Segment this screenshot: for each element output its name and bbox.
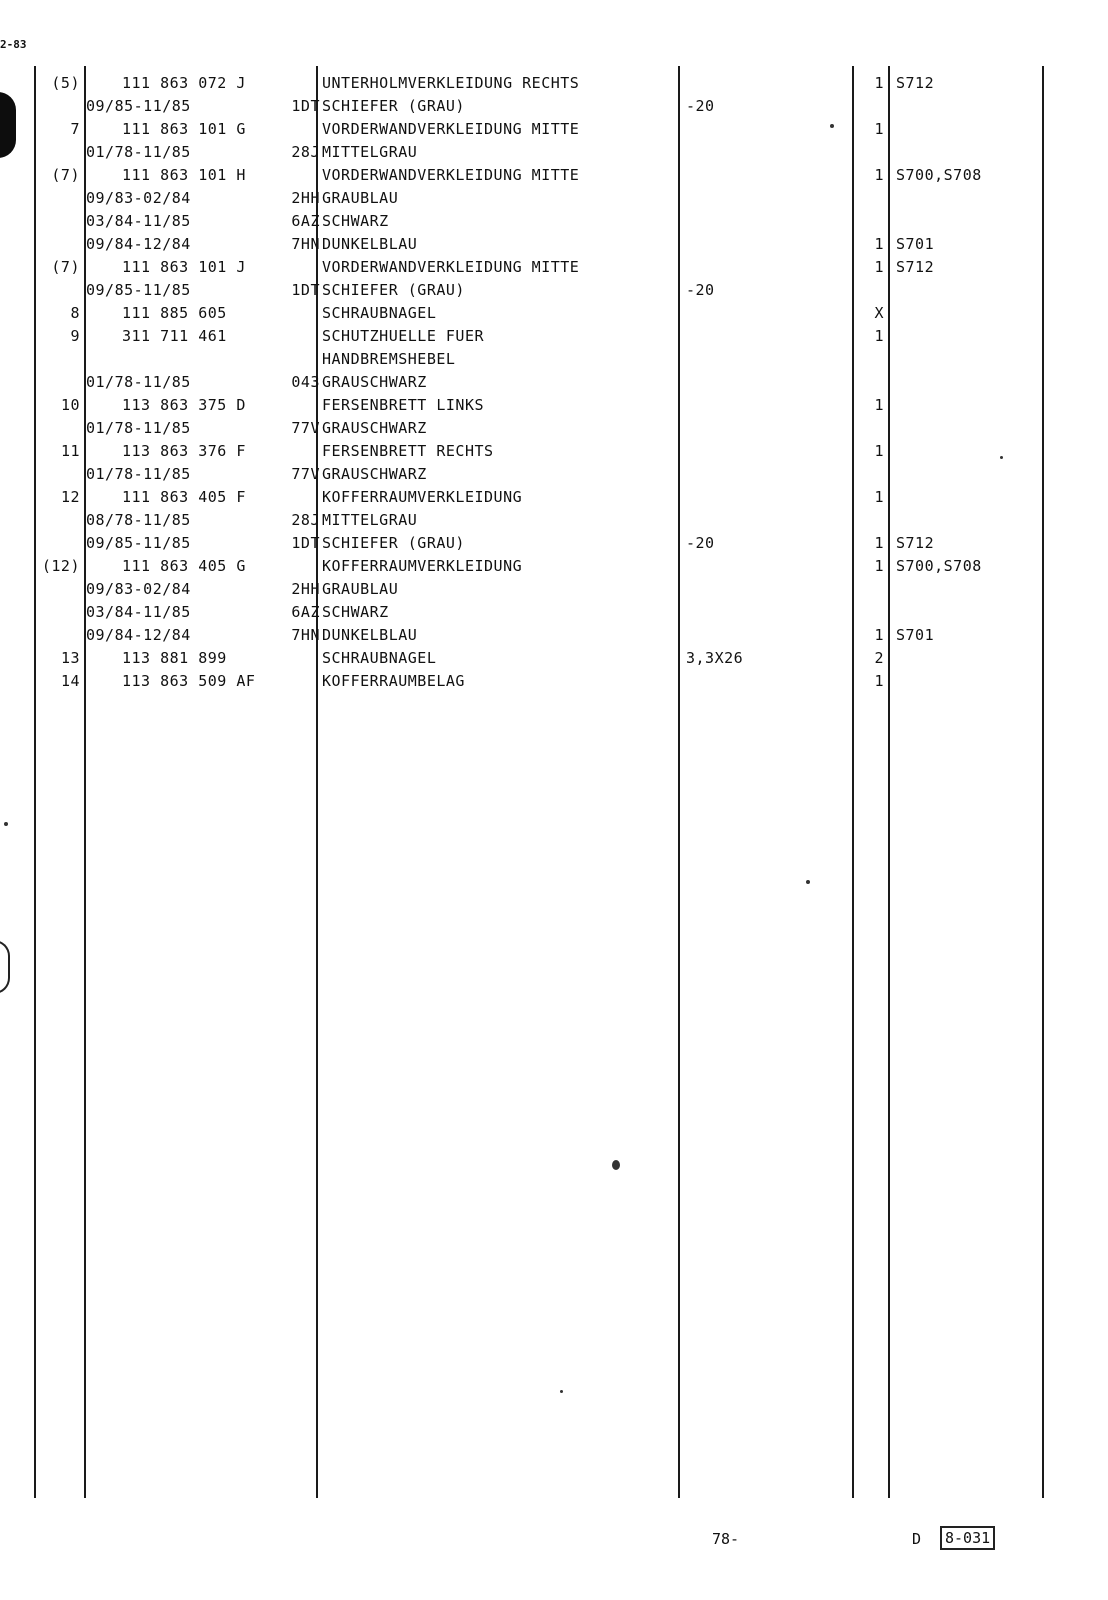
quantity: X	[874, 304, 884, 322]
table-row	[0, 120, 1108, 143]
description: SCHIEFER (GRAU)	[322, 281, 465, 299]
part-number: 113 863 375 D	[122, 396, 246, 414]
quantity: 1	[874, 488, 884, 506]
description: KOFFERRAUMVERKLEIDUNG	[322, 557, 523, 575]
part-number: 113 881 899	[122, 649, 227, 667]
color-code: 6AZ	[291, 603, 320, 621]
quantity: 1	[874, 442, 884, 460]
color-code: 2HH	[291, 189, 320, 207]
date-range: 09/83-02/84	[86, 580, 191, 598]
specification: -20	[686, 281, 715, 299]
description: GRAUSCHWARZ	[322, 465, 427, 483]
color-code: 77V	[291, 465, 320, 483]
table-row	[0, 166, 1108, 189]
remark: S701	[896, 626, 935, 644]
date-range: 03/84-11/85	[86, 212, 191, 230]
item-number: 8	[70, 304, 80, 322]
table-row	[0, 672, 1108, 695]
scan-speck	[1000, 456, 1003, 459]
description: KOFFERRAUMVERKLEIDUNG	[322, 488, 523, 506]
scan-speck	[830, 124, 834, 128]
description: MITTELGRAU	[322, 143, 418, 161]
scan-speck	[806, 880, 810, 884]
color-code: 043	[291, 373, 320, 391]
part-number: 111 863 101 J	[122, 258, 246, 276]
margin-bracket-mark	[0, 940, 10, 994]
description: SCHIEFER (GRAU)	[322, 97, 465, 115]
table-row	[0, 74, 1108, 97]
description: UNTERHOLMVERKLEIDUNG RECHTS	[322, 74, 580, 92]
page-number: 78-	[712, 1530, 740, 1548]
table-row	[0, 626, 1108, 649]
part-number: 111 863 405 G	[122, 557, 246, 575]
table-row	[0, 189, 1108, 212]
date-range: 09/83-02/84	[86, 189, 191, 207]
item-number: 12	[60, 488, 80, 506]
specification: -20	[686, 97, 715, 115]
table-row	[0, 212, 1108, 235]
item-number: (7)	[51, 258, 80, 276]
corner-label: 2-83	[0, 38, 27, 51]
section-letter: D	[912, 1530, 922, 1548]
scan-speck	[560, 1390, 563, 1393]
quantity: 1	[874, 396, 884, 414]
part-number: 113 863 376 F	[122, 442, 246, 460]
color-code: 1DT	[291, 281, 320, 299]
description: VORDERWANDVERKLEIDUNG MITTE	[322, 258, 580, 276]
specification: 3,3X26	[686, 649, 744, 667]
color-code: 28J	[291, 511, 320, 529]
description: SCHIEFER (GRAU)	[322, 534, 465, 552]
item-number: (12)	[41, 557, 80, 575]
quantity: 1	[874, 235, 884, 253]
color-code: 28J	[291, 143, 320, 161]
table-row	[0, 396, 1108, 419]
description: VORDERWANDVERKLEIDUNG MITTE	[322, 166, 580, 184]
specification: -20	[686, 534, 715, 552]
item-number: 10	[60, 396, 80, 414]
item-number: 7	[70, 120, 80, 138]
quantity: 2	[874, 649, 884, 667]
description: VORDERWANDVERKLEIDUNG MITTE	[322, 120, 580, 138]
table-row	[0, 649, 1108, 672]
description: SCHRAUBNAGEL	[322, 649, 437, 667]
table-row	[0, 534, 1108, 557]
quantity: 1	[874, 534, 884, 552]
quantity: 1	[874, 626, 884, 644]
date-range: 09/84-12/84	[86, 626, 191, 644]
remark: S700,S708	[896, 166, 982, 184]
color-code: 1DT	[291, 534, 320, 552]
part-number: 111 863 101 G	[122, 120, 246, 138]
color-code: 77V	[291, 419, 320, 437]
item-number: 9	[70, 327, 80, 345]
part-number: 111 863 405 F	[122, 488, 246, 506]
table-row	[0, 603, 1108, 626]
table-row	[0, 235, 1108, 258]
date-range: 09/84-12/84	[86, 235, 191, 253]
item-number: 14	[60, 672, 80, 690]
table-row	[0, 488, 1108, 511]
description: KOFFERRAUMBELAG	[322, 672, 465, 690]
date-range: 09/85-11/85	[86, 97, 191, 115]
table-row	[0, 373, 1108, 396]
table-row	[0, 442, 1108, 465]
date-range: 01/78-11/85	[86, 419, 191, 437]
color-code: 6AZ	[291, 212, 320, 230]
table-row	[0, 304, 1108, 327]
quantity: 1	[874, 166, 884, 184]
remark: S701	[896, 235, 935, 253]
date-range: 09/85-11/85	[86, 534, 191, 552]
scan-speck	[612, 1160, 620, 1170]
color-code: 7HN	[291, 235, 320, 253]
table-row	[0, 557, 1108, 580]
table-row	[0, 350, 1108, 373]
quantity: 1	[874, 258, 884, 276]
date-range: 08/78-11/85	[86, 511, 191, 529]
description: GRAUSCHWARZ	[322, 419, 427, 437]
item-number: 11	[60, 442, 80, 460]
color-code: 7HN	[291, 626, 320, 644]
part-number: 311 711 461	[122, 327, 227, 345]
color-code: 1DT	[291, 97, 320, 115]
date-range: 03/84-11/85	[86, 603, 191, 621]
item-number: (5)	[51, 74, 80, 92]
description: GRAUBLAU	[322, 580, 399, 598]
description: SCHWARZ	[322, 603, 389, 621]
item-number: (7)	[51, 166, 80, 184]
date-range: 09/85-11/85	[86, 281, 191, 299]
quantity: 1	[874, 672, 884, 690]
table-row	[0, 258, 1108, 281]
quantity: 1	[874, 74, 884, 92]
description: FERSENBRETT RECHTS	[322, 442, 494, 460]
quantity: 1	[874, 120, 884, 138]
description: FERSENBRETT LINKS	[322, 396, 485, 414]
description: HANDBREMSHEBEL	[322, 350, 456, 368]
remark: S712	[896, 534, 935, 552]
table-row	[0, 327, 1108, 350]
reference-box: 8-031	[940, 1526, 995, 1550]
description: MITTELGRAU	[322, 511, 418, 529]
description: DUNKELBLAU	[322, 235, 418, 253]
description: GRAUBLAU	[322, 189, 399, 207]
table-row	[0, 97, 1108, 120]
part-number: 113 863 509 AF	[122, 672, 256, 690]
remark: S712	[896, 258, 935, 276]
part-number: 111 885 605	[122, 304, 227, 322]
description: SCHWARZ	[322, 212, 389, 230]
scan-speck	[4, 822, 8, 826]
table-row	[0, 465, 1108, 488]
quantity: 1	[874, 557, 884, 575]
description: SCHUTZHUELLE FUER	[322, 327, 485, 345]
table-row	[0, 281, 1108, 304]
part-number: 111 863 072 J	[122, 74, 246, 92]
remark: S700,S708	[896, 557, 982, 575]
quantity: 1	[874, 327, 884, 345]
part-number: 111 863 101 H	[122, 166, 246, 184]
item-number: 13	[60, 649, 80, 667]
description: SCHRAUBNAGEL	[322, 304, 437, 322]
date-range: 01/78-11/85	[86, 465, 191, 483]
table-row	[0, 511, 1108, 534]
table-row	[0, 143, 1108, 166]
date-range: 01/78-11/85	[86, 373, 191, 391]
description: GRAUSCHWARZ	[322, 373, 427, 391]
color-code: 2HH	[291, 580, 320, 598]
table-row	[0, 580, 1108, 603]
description: DUNKELBLAU	[322, 626, 418, 644]
remark: S712	[896, 74, 935, 92]
table-row	[0, 419, 1108, 442]
date-range: 01/78-11/85	[86, 143, 191, 161]
